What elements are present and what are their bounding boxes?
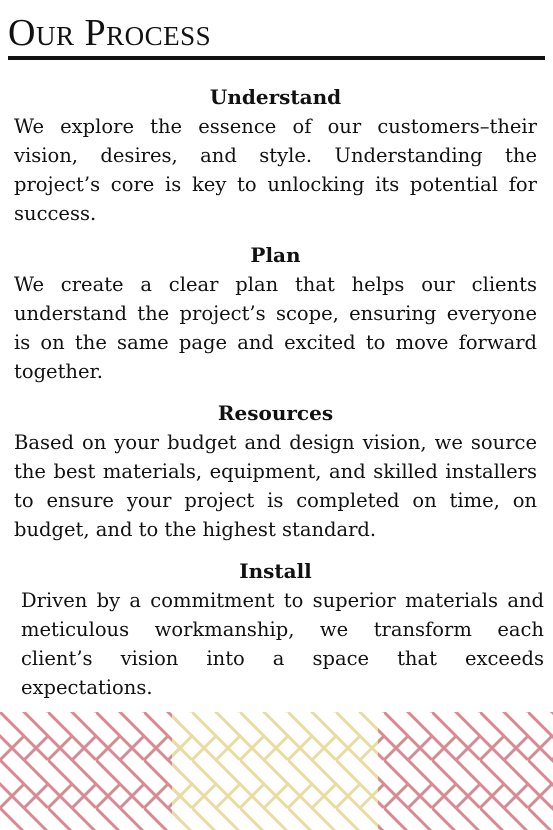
process-step-install (21, 557, 544, 702)
page-header (8, 10, 545, 60)
step-description: Driven by a commitment to superior materials and meticulous workmanship, we transform each client’s vision into a space that exceeds expectations. (21, 589, 544, 699)
step-description: We explore the essence of our customers–their vision, desires, and style. Understanding the project’s core is key to unlocking its potential for success. (14, 115, 537, 225)
step-description: We create a clear plan that helps our clients understand the project’s scope, ensuring everyone is on the same page and excited to move forward together. (14, 273, 537, 383)
pink-tile-region-left (0, 712, 180, 830)
step-description: Based on your budget and design vision, we source the best materials, equipment, and skilled installers to ensure your project is completed on time, on budget, and to the highest standard. (14, 431, 537, 541)
pink-tile-region-right (378, 712, 553, 830)
step-heading: Plan (250, 243, 301, 267)
process-step-understand (14, 83, 537, 228)
step-heading: Understand (209, 85, 342, 109)
process-step-resources (14, 399, 537, 544)
process-step-plan (14, 241, 537, 386)
step-heading: Resources (217, 401, 334, 425)
page-title: Our Process (8, 12, 212, 54)
gold-tile-region (172, 712, 382, 830)
step-heading: Install (239, 559, 312, 583)
herringbone-tile-pattern (0, 712, 553, 830)
